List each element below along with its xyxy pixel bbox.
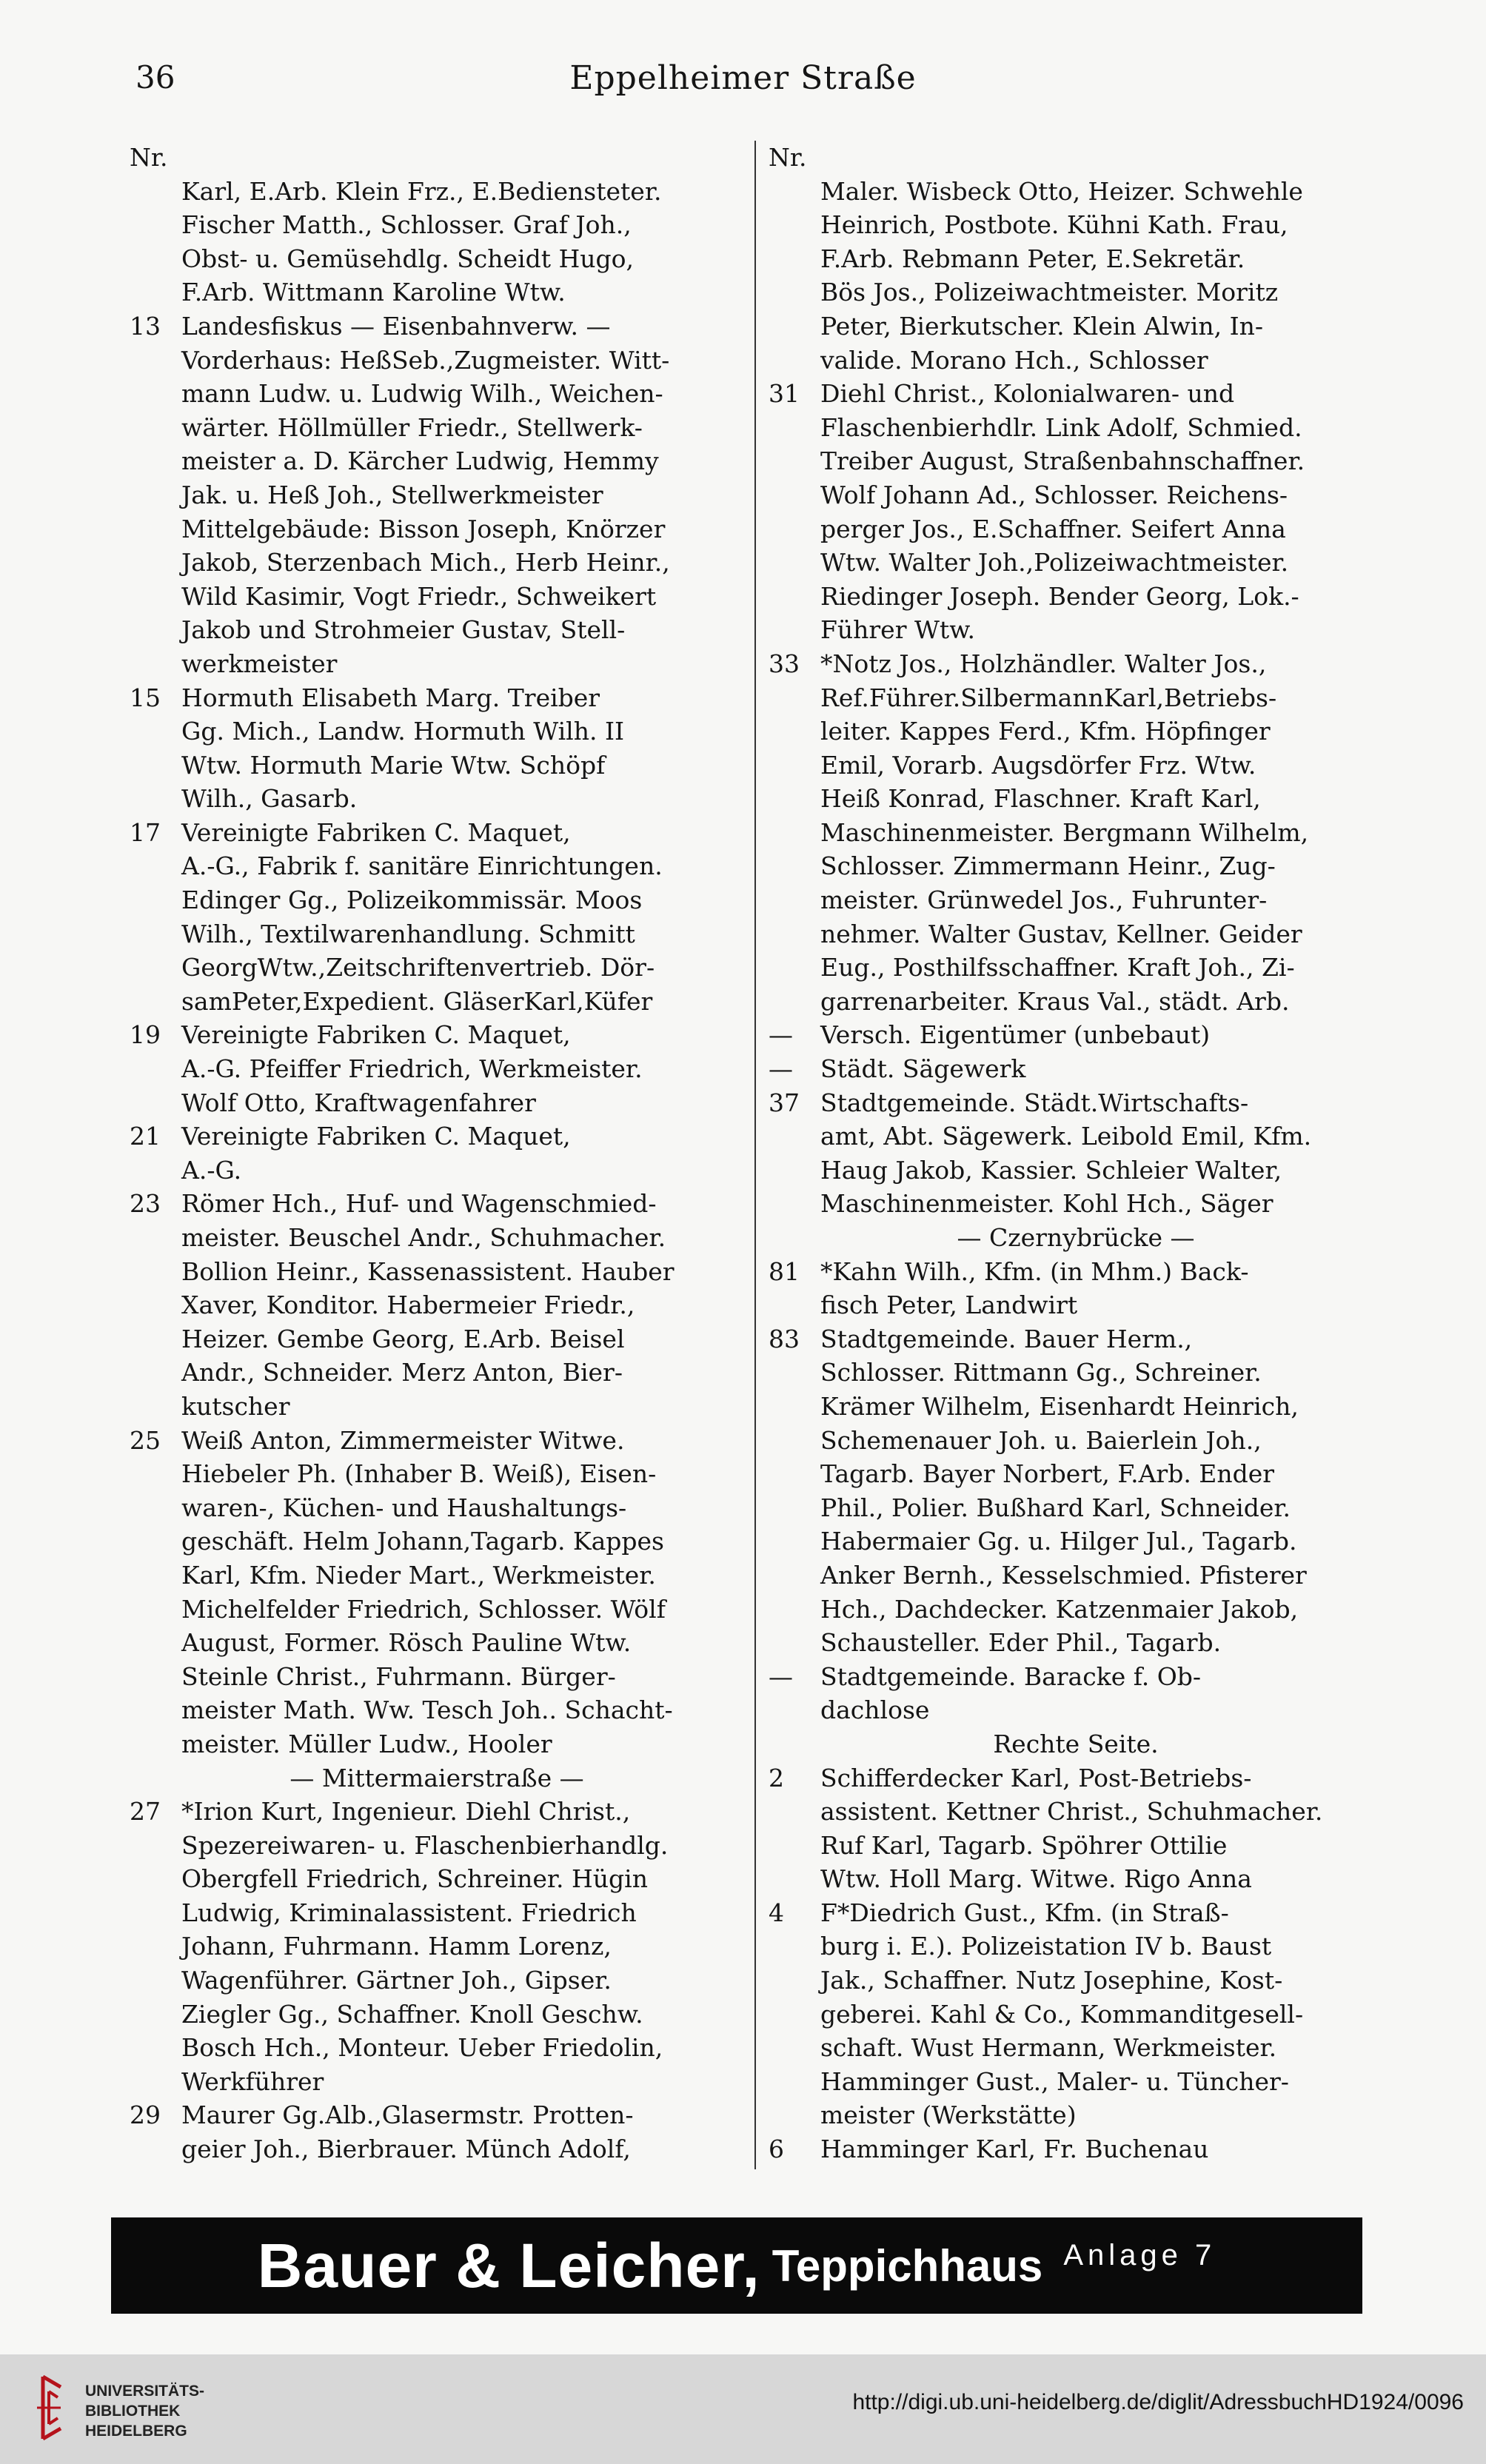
directory-line	[130, 1356, 744, 1390]
entry-text: Obst- u. Gemüsehdlg. Scheidt Hugo,	[181, 244, 634, 273]
directory-line	[769, 1896, 1383, 1930]
entry-text: Habermaier Gg. u. Hilger Jul., Tagarb.	[820, 1527, 1297, 1556]
house-number: 4	[769, 1898, 784, 1927]
directory-line	[769, 951, 1383, 985]
directory-line	[769, 1187, 1383, 1221]
entry-text: Vorderhaus: HeßSeb.,Zugmeister. Witt-	[181, 345, 670, 375]
directory-line	[130, 444, 744, 478]
directory-line	[769, 816, 1383, 850]
entry-text: Vereinigte Fabriken C. Maquet,	[181, 817, 571, 847]
entry-text: Römer Hch., Huf- und Wagenschmied-	[181, 1189, 657, 1219]
entry-text: Hamminger Gust., Maler- u. Tüncher-	[820, 2066, 1289, 2096]
directory-line	[769, 1424, 1383, 1458]
entry-text: fisch Peter, Landwirt	[820, 1290, 1078, 1320]
entry-text: Nr.	[130, 143, 168, 172]
directory-line	[130, 344, 744, 378]
directory-line	[130, 1693, 744, 1727]
entry-text: Karl, Kfm. Nieder Mart., Werkmeister.	[181, 1560, 656, 1590]
directory-line	[130, 1187, 744, 1221]
directory-line	[130, 2132, 744, 2166]
entry-text: Hiebeler Ph. (Inhaber B. Weiß), Eisen-	[181, 1459, 657, 1489]
directory-line	[130, 377, 744, 411]
directory-line	[769, 2031, 1383, 2065]
entry-text: Michelfelder Friedrich, Schlosser. Wölf	[181, 1594, 666, 1624]
entry-text: Werkführer	[181, 2066, 324, 2096]
entry-text: Heizer. Gembe Georg, E.Arb. Beisel	[181, 1324, 625, 1353]
entry-text: Wtw. Walter Joh.,Polizeiwachtmeister.	[820, 548, 1289, 578]
source-url[interactable]: http://digi.ub.uni-heidelberg.de/diglit/AdressbuchHD1924/0096	[852, 2390, 1464, 2414]
entry-text: *Notz Jos., Holzhändler. Walter Jos.,	[820, 649, 1267, 678]
house-number: 31	[769, 379, 800, 409]
entry-text: schaft. Wust Hermann, Werkmeister.	[820, 2033, 1277, 2063]
directory-line	[130, 242, 744, 276]
directory-line	[130, 1795, 744, 1829]
directory-line	[769, 1524, 1383, 1559]
directory-line	[130, 749, 744, 783]
entry-text: waren-, Küchen- und Haushaltungs-	[181, 1493, 627, 1522]
directory-line	[769, 1693, 1383, 1727]
house-number: 23	[130, 1189, 161, 1219]
directory-line	[769, 275, 1383, 309]
entry-text: Emil, Vorarb. Augsdörfer Frz. Wtw.	[820, 750, 1256, 780]
directory-line	[130, 1086, 744, 1120]
entry-text: Gg. Mich., Landw. Hormuth Wilh. II	[181, 717, 625, 746]
entry-text: Ruf Karl, Tagarb. Spöhrer Ottilie	[820, 1830, 1228, 1860]
directory-line	[769, 613, 1383, 647]
library-name-line2: BIBLIOTHEK	[85, 2403, 181, 2420]
directory-line	[769, 478, 1383, 512]
entry-text: Tagarb. Bayer Norbert, F.Arb. Ender	[820, 1459, 1275, 1489]
entry-text: Fischer Matth., Schlosser. Graf Joh.,	[181, 210, 632, 240]
entry-text: Bös Jos., Polizeiwachtmeister. Moritz	[820, 278, 1279, 307]
directory-line	[769, 1018, 1383, 1052]
directory-line	[769, 1795, 1383, 1829]
directory-line	[130, 2031, 744, 2065]
directory-line	[130, 883, 744, 917]
entry-text: Wtw. Holl Marg. Witwe. Rigo Anna	[820, 1864, 1252, 1894]
entry-text: Hormuth Elisabeth Marg. Treiber	[181, 683, 600, 712]
directory-line	[130, 1862, 744, 1896]
entry-text: kutscher	[181, 1391, 290, 1421]
directory-line	[130, 1119, 744, 1154]
house-number: 6	[769, 2135, 784, 2164]
column-heading	[769, 141, 1383, 175]
directory-line	[769, 1322, 1383, 1356]
entry-text: Bosch Hch., Monteur. Ueber Friedolin,	[181, 2033, 663, 2063]
entry-text: meister (Werkstätte)	[820, 2100, 1077, 2130]
entry-text: meister. Grünwedel Jos., Fuhrunter-	[820, 886, 1268, 915]
entry-text: Xaver, Konditor. Habermeier Friedr.,	[181, 1290, 635, 1320]
entry-text: geberei. Kahl & Co., Kommanditgesell-	[820, 1999, 1304, 2029]
entry-text: Peter, Bierkutscher. Klein Alwin, In-	[820, 311, 1264, 341]
directory-line	[769, 1998, 1383, 2032]
directory-line	[769, 1929, 1383, 1964]
entry-text: F.Arb. Rebmann Peter, E.Sekretär.	[820, 244, 1245, 273]
entry-text: geschäft. Helm Johann,Tagarb. Kappes	[181, 1527, 664, 1556]
directory-line	[130, 647, 744, 681]
library-name-line3: HEIDELBERG	[85, 2423, 187, 2440]
entry-text: Versch. Eigentümer (unbebaut)	[820, 1020, 1211, 1050]
entry-text: August, Former. Rösch Pauline Wtw.	[181, 1628, 632, 1658]
entry-text: samPeter,Expedient. GläserKarl,Küfer	[181, 986, 653, 1016]
entry-text: Ref.Führer.SilbermannKarl,Betriebs-	[820, 683, 1277, 712]
house-number: 25	[130, 1425, 161, 1455]
entry-text: F.Arb. Wittmann Karoline Wtw.	[181, 278, 566, 307]
directory-line	[769, 546, 1383, 580]
entry-text: A.-G. Pfeiffer Friedrich, Werkmeister.	[181, 1054, 643, 1084]
directory-line	[130, 275, 744, 309]
entry-text: Vereinigte Fabriken C. Maquet,	[181, 1020, 571, 1050]
entry-text: mann Ludw. u. Ludwig Wilh., Weichen-	[181, 379, 663, 409]
entry-text: Wtw. Hormuth Marie Wtw. Schöpf	[181, 750, 606, 780]
entry-text: amt, Abt. Sägewerk. Leibold Emil, Kfm.	[820, 1122, 1312, 1151]
directory-line	[769, 1593, 1383, 1627]
directory-line	[769, 2132, 1383, 2166]
entry-text: Heinrich, Postbote. Kühni Kath. Frau,	[820, 210, 1288, 240]
ad-company-name: Bauer & Leicher,	[257, 2230, 760, 2300]
house-number: 33	[769, 649, 800, 678]
entry-text: meister. Müller Ludw., Hooler	[181, 1729, 552, 1758]
entry-text: wärter. Höllmüller Friedr., Stellwerk-	[181, 412, 643, 442]
entry-text: Wagenführer. Gärtner Joh., Gipser.	[181, 1966, 612, 1995]
entry-text: Wilh., Gasarb.	[181, 784, 358, 814]
directory-line	[130, 681, 744, 715]
entry-text: A.-G.	[181, 1155, 242, 1185]
entry-text: burg i. E.). Polizeistation IV b. Baust	[820, 1932, 1272, 1961]
entry-text: Schifferdecker Karl, Post-Betriebs-	[820, 1763, 1252, 1792]
column-heading	[130, 141, 744, 175]
entry-text: Maschinenmeister. Bergmann Wilhelm,	[820, 817, 1309, 847]
entry-text: Anker Bernh., Kesselschmied. Pfisterer	[820, 1560, 1307, 1590]
house-number: 29	[130, 2100, 161, 2130]
entry-text: Karl, E.Arb. Klein Frz., E.Bediensteter.	[181, 176, 662, 206]
directory-line	[130, 1524, 744, 1559]
directory-line	[130, 985, 744, 1019]
entry-text: leiter. Kappes Ferd., Kfm. Höpfinger	[820, 717, 1271, 746]
directory-line	[769, 1154, 1383, 1188]
directory-line	[769, 175, 1383, 209]
house-number: 19	[130, 1020, 161, 1050]
entry-text: Wild Kasimir, Vogt Friedr., Schweikert	[181, 581, 657, 611]
entry-text: Rechte Seite.	[993, 1729, 1159, 1758]
entry-text: — Czernybrücke —	[957, 1223, 1195, 1252]
entry-text: meister Math. Ww. Tesch Joh.. Schacht-	[181, 1695, 673, 1725]
entry-text: dachlose	[820, 1695, 930, 1725]
directory-line	[769, 1086, 1383, 1120]
directory-line	[130, 1593, 744, 1627]
entry-text: Spezereiwaren- u. Flaschenbierhandlg.	[181, 1830, 669, 1860]
directory-line	[130, 1559, 744, 1593]
house-number: 17	[130, 817, 161, 847]
entry-text: Schlosser. Zimmermann Heinr., Zug-	[820, 851, 1276, 881]
entry-text: Schlosser. Rittmann Gg., Schreiner.	[820, 1358, 1262, 1387]
directory-line	[769, 1862, 1383, 1896]
entry-text: Landesfiskus — Eisenbahnverw. —	[181, 311, 611, 341]
directory-line	[130, 1896, 744, 1930]
entry-text: Flaschenbierhdlr. Link Adolf, Schmied.	[820, 412, 1302, 442]
entry-text: Obergfell Friedrich, Schreiner. Hügin	[181, 1864, 648, 1894]
entry-text: Schausteller. Eder Phil., Tagarb.	[820, 1628, 1222, 1658]
directory-line	[130, 1288, 744, 1322]
entry-text: *Kahn Wilh., Kfm. (in Mhm.) Back-	[820, 1256, 1249, 1286]
directory-line	[130, 1727, 744, 1761]
directory-line	[130, 2065, 744, 2099]
library-name	[85, 2381, 204, 2441]
entry-text: Diehl Christ., Kolonialwaren- und	[820, 379, 1235, 409]
directory-line	[769, 1356, 1383, 1390]
entry-text: GeorgWtw.,Zeitschriftenvertrieb. Dör-	[181, 953, 655, 982]
house-number: 83	[769, 1324, 800, 1353]
directory-line	[769, 208, 1383, 242]
directory-line	[130, 1322, 744, 1356]
directory-line	[769, 444, 1383, 478]
entry-text: Jakob und Strohmeier Gustav, Stell-	[181, 615, 626, 645]
directory-line	[769, 1660, 1383, 1694]
ad-note: Anlage 7	[1063, 2238, 1216, 2272]
directory-line	[130, 208, 744, 242]
entry-text: Bollion Heinr., Kassenassistent. Hauber	[181, 1256, 675, 1286]
entry-text: Städt. Sägewerk	[820, 1054, 1026, 1084]
directory-line	[769, 849, 1383, 883]
column-divider	[754, 141, 756, 2169]
entry-text: nehmer. Walter Gustav, Kellner. Geider	[820, 919, 1302, 948]
entry-text: Edinger Gg., Polizeikommissär. Moos	[181, 886, 643, 915]
house-number: —	[769, 1020, 793, 1050]
entry-text: Vereinigte Fabriken C. Maquet,	[181, 1122, 571, 1151]
entry-text: Stadtgemeinde. Bauer Herm.,	[820, 1324, 1193, 1353]
entry-text: Ziegler Gg., Schaffner. Knoll Geschw.	[181, 1999, 643, 2029]
directory-line	[769, 749, 1383, 783]
entry-text: Maschinenmeister. Kohl Hch., Säger	[820, 1189, 1274, 1219]
section-heading	[769, 1727, 1383, 1761]
directory-line	[130, 1457, 744, 1491]
directory-line	[130, 1424, 744, 1458]
running-head: Eppelheimer Straße	[569, 59, 917, 97]
directory-line	[769, 344, 1383, 378]
house-number: 13	[130, 311, 161, 341]
directory-line	[130, 1998, 744, 2032]
directory-line	[769, 985, 1383, 1019]
directory-line	[769, 512, 1383, 546]
entry-text: Schemenauer Joh. u. Baierlein Joh.,	[820, 1425, 1262, 1455]
directory-line	[130, 175, 744, 209]
directory-line	[769, 1964, 1383, 1998]
directory-line	[130, 1018, 744, 1052]
entry-text: garrenarbeiter. Kraus Val., städt. Arb.	[820, 986, 1290, 1016]
directory-line	[769, 714, 1383, 749]
entry-text: Stadtgemeinde. Baracke f. Ob-	[820, 1661, 1202, 1691]
directory-line	[130, 1390, 744, 1424]
directory-line	[130, 411, 744, 445]
entry-text: Ludwig, Kriminalassistent. Friedrich	[181, 1898, 637, 1927]
directory-line	[769, 1390, 1383, 1424]
directory-line	[769, 917, 1383, 951]
entry-text: perger Jos., E.Schaffner. Seifert Anna	[820, 514, 1286, 543]
entry-text: valide. Morano Hch., Schlosser	[820, 345, 1208, 375]
footer-bar	[0, 2354, 1486, 2464]
entry-text: Johann, Fuhrmann. Hamm Lorenz,	[181, 1932, 612, 1961]
entry-text: Treiber August, Straßenbahnschaffner.	[820, 446, 1305, 476]
directory-line	[130, 2098, 744, 2132]
entry-text: — Mittermaierstraße —	[289, 1763, 584, 1792]
entry-text: Jak., Schaffner. Nutz Josephine, Kost-	[820, 1966, 1283, 1995]
directory-line	[130, 613, 744, 647]
directory-line	[769, 1119, 1383, 1154]
directory-line	[130, 1964, 744, 1998]
directory-line	[130, 816, 744, 850]
house-number: 27	[130, 1797, 161, 1827]
entry-text: Krämer Wilhelm, Eisenhardt Heinrich,	[820, 1391, 1299, 1421]
entry-text: Riedinger Joseph. Bender Georg, Lok.-	[820, 581, 1299, 611]
entry-text: Wolf Johann Ad., Schlosser. Reichens-	[820, 480, 1288, 509]
directory-line	[130, 917, 744, 951]
entry-text: geier Joh., Bierbrauer. Münch Adolf,	[181, 2135, 631, 2164]
entry-text: F*Diedrich Gust., Kfm. (in Straß-	[820, 1898, 1229, 1927]
house-number: —	[769, 1661, 793, 1691]
directory-line	[130, 1626, 744, 1660]
left-column	[130, 141, 744, 2166]
directory-line	[769, 1052, 1383, 1086]
directory-line	[130, 1052, 744, 1086]
right-column	[769, 141, 1383, 2166]
directory-line	[130, 1255, 744, 1289]
directory-line	[769, 1829, 1383, 1863]
directory-line	[769, 1559, 1383, 1593]
directory-line	[769, 1626, 1383, 1660]
house-number: 21	[130, 1122, 161, 1151]
directory-line	[130, 580, 744, 614]
directory-line	[130, 714, 744, 749]
entry-text: Hamminger Karl, Fr. Buchenau	[820, 2135, 1209, 2164]
directory-line	[769, 2065, 1383, 2099]
entry-text: meister. Beuschel Andr., Schuhmacher.	[181, 1223, 666, 1252]
directory-line	[769, 309, 1383, 344]
entry-text: Haug Jakob, Kassier. Schleier Walter,	[820, 1155, 1282, 1185]
directory-line	[130, 512, 744, 546]
section-heading	[130, 1761, 744, 1795]
entry-text: Nr.	[769, 143, 807, 172]
directory-line	[130, 1829, 744, 1863]
directory-line	[130, 951, 744, 985]
entry-text: assistent. Kettner Christ., Schuhmacher.	[820, 1797, 1323, 1827]
directory-line	[130, 849, 744, 883]
directory-line	[769, 1255, 1383, 1289]
directory-line	[130, 309, 744, 344]
directory-line	[130, 1491, 744, 1525]
directory-line	[769, 1491, 1383, 1525]
house-number: 2	[769, 1763, 784, 1792]
house-number: —	[769, 1054, 793, 1084]
entry-text: meister a. D. Kärcher Ludwig, Hemmy	[181, 446, 659, 476]
directory-line	[130, 1660, 744, 1694]
directory-line	[769, 242, 1383, 276]
entry-text: *Irion Kurt, Ingenieur. Diehl Christ.,	[181, 1797, 631, 1827]
directory-line	[130, 546, 744, 580]
entry-text: Wolf Otto, Kraftwagenfahrer	[181, 1088, 536, 1117]
entry-text: Eug., Posthilfsschaffner. Kraft Joh., Zi-	[820, 953, 1295, 982]
directory-line	[769, 580, 1383, 614]
entry-text: Weiß Anton, Zimmermeister Witwe.	[181, 1425, 625, 1455]
directory-line	[769, 1457, 1383, 1491]
directory-line	[769, 883, 1383, 917]
entry-text: Hch., Dachdecker. Katzenmaier Jakob,	[820, 1594, 1299, 1624]
directory-line	[130, 1929, 744, 1964]
directory-line	[769, 681, 1383, 715]
entry-text: Wilh., Textilwarenhandlung. Schmitt	[181, 919, 635, 948]
entry-text: Jak. u. Heß Joh., Stellwerkmeister	[181, 480, 603, 509]
entry-text: Heiß Konrad, Flaschner. Kraft Karl,	[820, 784, 1261, 814]
house-number: 37	[769, 1088, 800, 1117]
entry-text: Stadtgemeinde. Städt.Wirtschafts-	[820, 1088, 1249, 1117]
entry-text: Maler. Wisbeck Otto, Heizer. Schwehle	[820, 176, 1303, 206]
directory-line	[130, 1154, 744, 1188]
directory-line	[769, 411, 1383, 445]
library-name-line1: UNIVERSITÄTS-	[85, 2383, 205, 2400]
directory-line	[769, 377, 1383, 411]
entry-text: Steinle Christ., Fuhrmann. Bürger-	[181, 1661, 616, 1691]
entry-text: werkmeister	[181, 649, 338, 678]
entry-text: Phil., Polier. Bußhard Karl, Schneider.	[820, 1493, 1291, 1522]
ad-business: Teppichhaus	[772, 2240, 1043, 2291]
directory-line	[769, 2098, 1383, 2132]
directory-line	[130, 1221, 744, 1255]
directory-line	[769, 1761, 1383, 1795]
directory-line	[769, 782, 1383, 816]
entry-text: Jakob, Sterzenbach Mich., Herb Heinr.,	[181, 548, 670, 578]
entry-text: Mittelgebäude: Bisson Joseph, Knörzer	[181, 514, 666, 543]
directory-line	[130, 782, 744, 816]
entry-text: Führer Wtw.	[820, 615, 975, 645]
directory-line	[769, 647, 1383, 681]
directory-line	[769, 1288, 1383, 1322]
entry-text: Andr., Schneider. Merz Anton, Bier-	[181, 1358, 623, 1387]
entry-text: A.-G., Fabrik f. sanitäre Einrichtungen.	[181, 851, 663, 881]
house-number: 81	[769, 1256, 800, 1286]
advertisement-banner	[111, 2217, 1362, 2314]
section-heading	[769, 1221, 1383, 1255]
entry-text: Maurer Gg.Alb.,Glasermstr. Protten-	[181, 2100, 634, 2130]
directory-line	[130, 478, 744, 512]
page-number: 36	[135, 59, 175, 96]
house-number: 15	[130, 683, 161, 712]
